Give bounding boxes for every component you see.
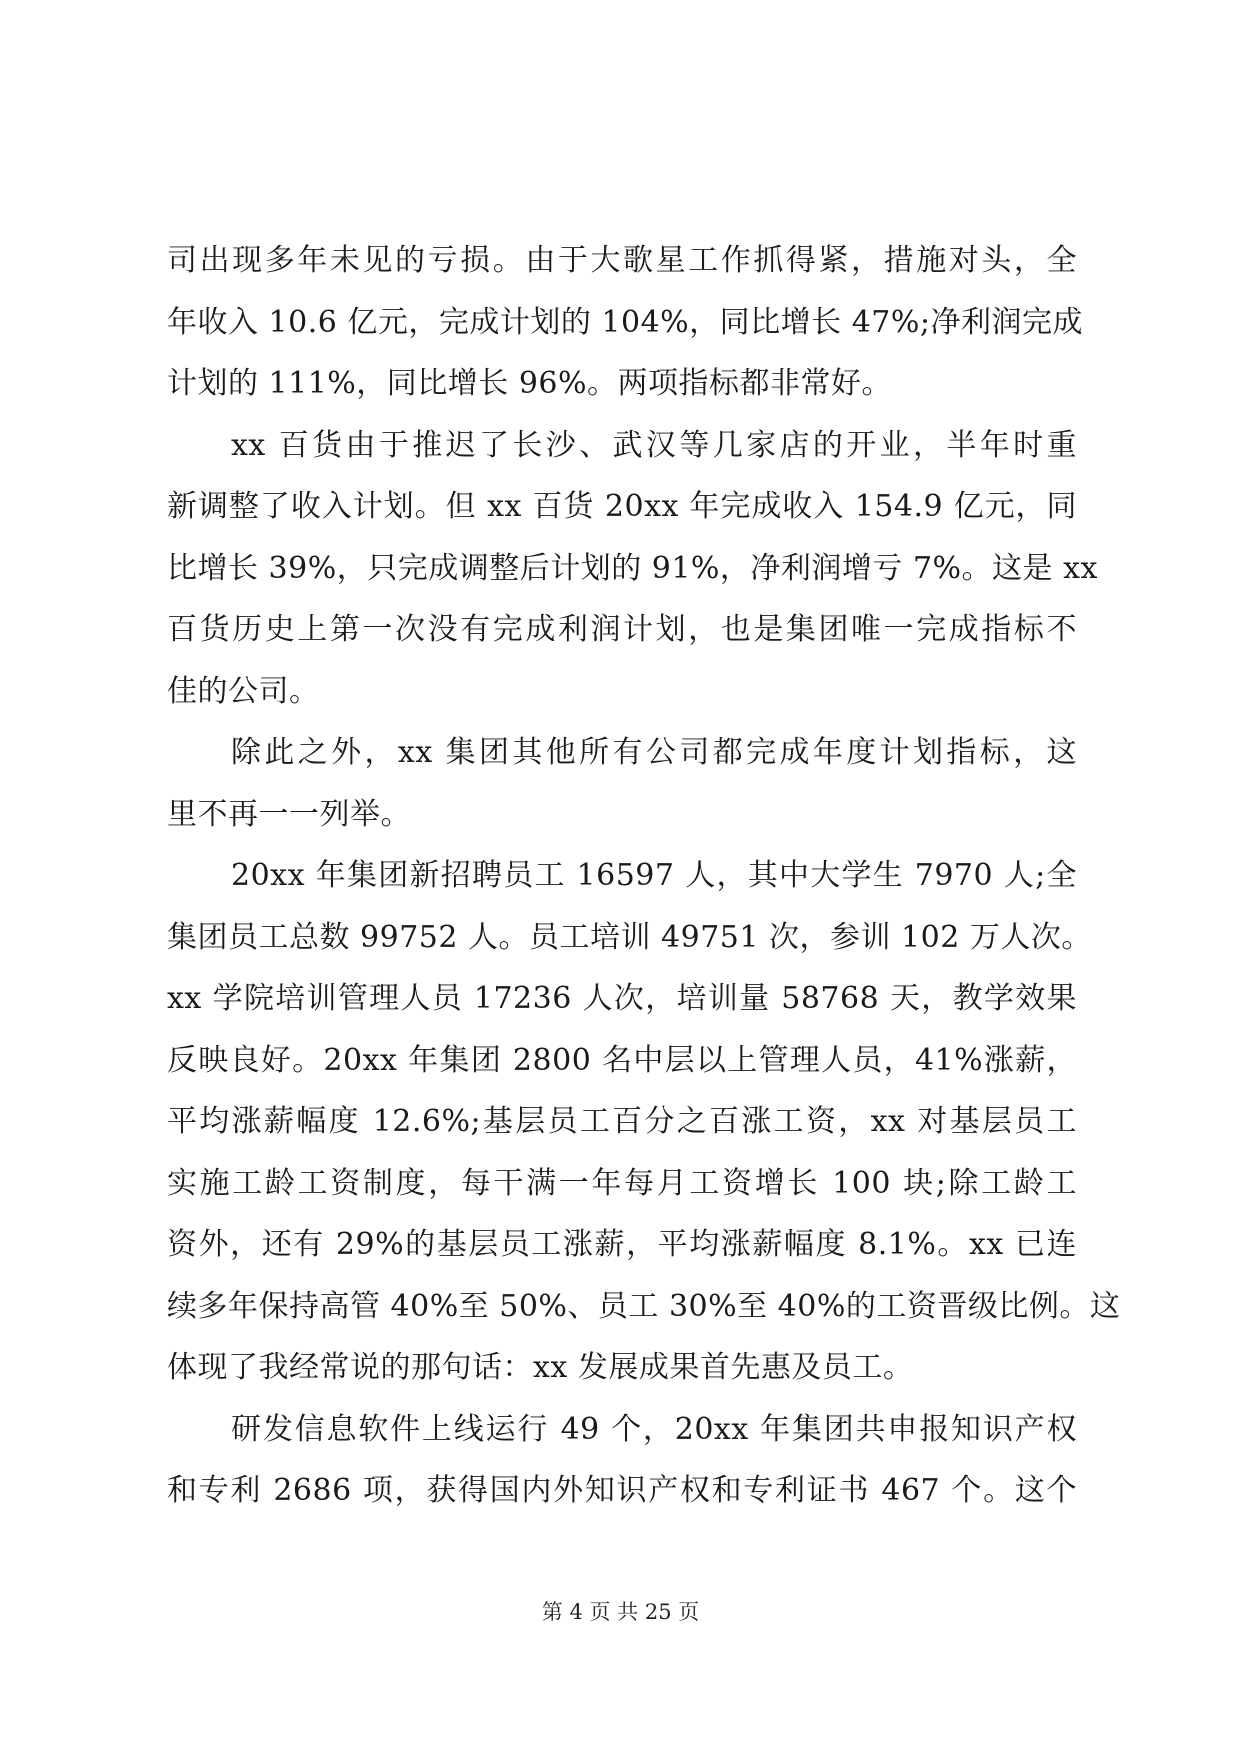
page-number-footer: 第 4 页 共 25 页	[541, 1600, 700, 1624]
text-line: 计划的 111%，同比增长 96%。两项指标都非常好。	[167, 366, 893, 401]
text-line: 集团员工总数 99752 人。员工培训 49751 次，参训 102 万人次。	[167, 919, 1092, 955]
document-body	[167, 230, 1121, 1522]
text-line: 资外，还有 29%的基层员工涨薪，平均涨薪幅度 8.1%。xx 已连	[167, 1227, 1077, 1262]
text-line: 反映良好。20xx 年集团 2800 名中层以上管理人员，41%涨薪，	[167, 1042, 1077, 1078]
text-line: 新调整了收入计划。但 xx 百货 20xx 年完成收入 154.9 亿元，同	[167, 489, 1077, 524]
paragraph-start-line: 研发信息软件上线运行 49 个，20xx 年集团共申报知识产权	[231, 1411, 1077, 1447]
text-line: 实施工龄工资制度，每干满一年每月工资增长 100 块;除工龄工	[167, 1165, 1077, 1201]
paragraph-start-line: 除此之外，xx 集团其他所有公司都完成年度计划指标，这	[231, 735, 1077, 770]
text-line: 佳的公司。	[167, 673, 320, 709]
text-line: 平均涨薪幅度 12.6%;基层员工百分之百涨工资，xx 对基层员工	[167, 1104, 1077, 1139]
text-line: 司出现多年未见的亏损。由于大歌星工作抓得紧，措施对头，全	[167, 243, 1077, 278]
paragraph-start-line: xx 百货由于推迟了长沙、武汉等几家店的开业，半年时重	[231, 427, 1077, 463]
text-line: 续多年保持高管 40%至 50%、员工 30%至 40%的工资晋级比例。这	[167, 1288, 1121, 1324]
text-line: 百货历史上第一次没有完成利润计划，也是集团唯一完成指标不	[167, 612, 1077, 647]
paragraph-start-line: 20xx 年集团新招聘员工 16597 人，其中大学生 7970 人;全	[231, 858, 1077, 893]
text-line: xx 学院培训管理人员 17236 人次，培训量 58768 天，教学效果	[167, 981, 1077, 1016]
text-line: 年收入 10.6 亿元，完成计划的 104%，同比增长 47%;净利润完成	[167, 304, 1083, 340]
text-line: 和专利 2686 项，获得国内外知识产权和专利证书 467 个。这个	[167, 1473, 1077, 1508]
text-line: 体现了我经常说的那句话：xx 发展成果首先惠及员工。	[167, 1350, 914, 1385]
text-line: 里不再一一列举。	[167, 796, 411, 832]
text-line: 比增长 39%，只完成调整后计划的 91%，净利润增亏 7%。这是 xx	[167, 550, 1098, 586]
